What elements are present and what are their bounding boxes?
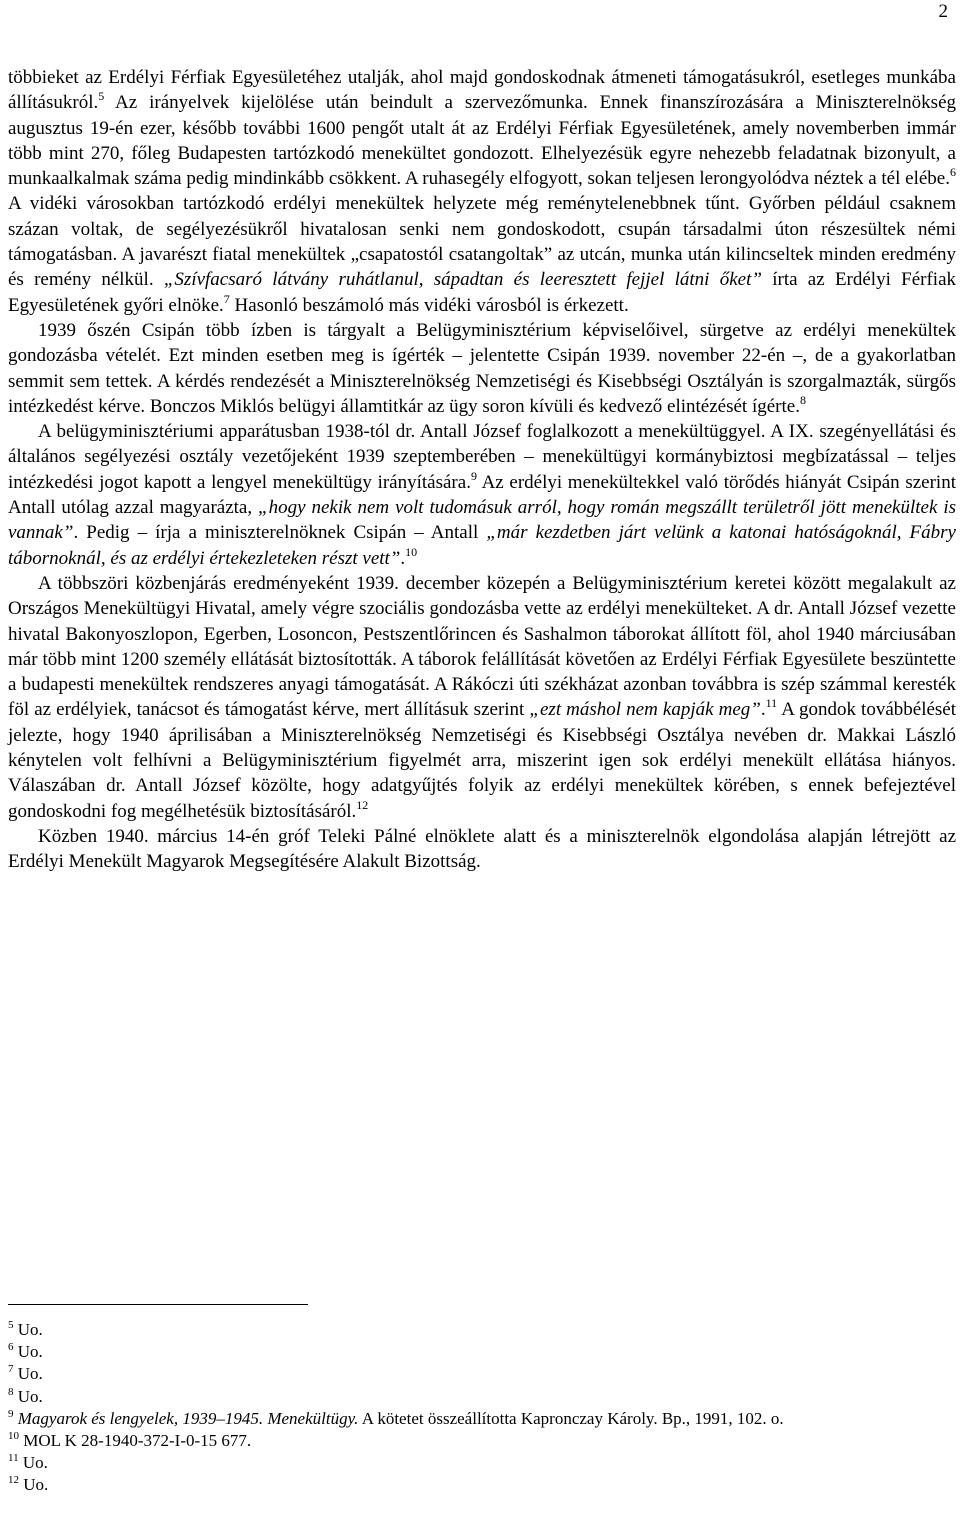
paragraph — [8, 419, 956, 571]
text-run: Uo. — [22, 1453, 48, 1473]
footnote-number: 9 — [8, 1407, 14, 1420]
footnote — [8, 1452, 956, 1474]
text-run: Hasonló beszámoló más vidéki városból is érkezett. — [229, 294, 629, 316]
text-run: A gondok továbbélését jelezte, hogy 1940 áprilisában a Miniszterelnökség Nemzetiségi és Kisebbségi Osztálya nevében dr. Makkai László kénytelen volt felhívni a Belügyminisztérium figyelmét arra, miszerint igen sok erdélyi menekült ellátása hiányos. Válaszában dr. Antall József közölte, hogy adatgyűjtés folyik az erdélyi menekültek körében, s ennek befejeztével gondoskodni fog megélhetésük biztosításáról. — [8, 699, 957, 822]
footnote — [8, 1386, 956, 1408]
footnote-ref: 9 — [470, 468, 477, 483]
paragraph — [8, 318, 956, 419]
text-run: A kötetet összeállította Kapronczay Károly. Bp., 1991, 102. o. — [358, 1408, 784, 1428]
text-run: . — [760, 699, 766, 721]
text-run: Uo. — [17, 1320, 43, 1339]
footnote — [8, 1408, 956, 1430]
italic-text: „ezt máshol nem kapják meg” — [529, 699, 761, 721]
footnote-ref: 7 — [223, 291, 230, 306]
footnote-number: 8 — [8, 1385, 14, 1398]
italic-text: Magyarok és lengyelek, 1939–1945. Menekültügy. — [17, 1408, 359, 1428]
footnote-number: 11 — [8, 1452, 19, 1465]
footnote-number: 7 — [8, 1363, 14, 1376]
document-page — [8, 0, 956, 1534]
text-run: 1939 őszén Csipán több ízben is tárgyalt a Belügyminisztérium képviselőivel, sürgetve az erdélyi menekültek gondozásba vételét. Ezt minden esetben meg is ígérték – jelentette Csipán 1939. november 22-én –, de a gyakorlatban semmit sem tettek. A kérdés rendezését a Miniszterelnökség Nemzetiségi és Kisebbségi Osztályán is szorgalmazták, sürgős intézkedést kérve. Bonczos Miklós belügyi államtitkár az ügy soron kívüli és kedvező elintézését ígérte. — [8, 319, 956, 417]
paragraph — [8, 571, 956, 824]
footnote — [8, 1474, 956, 1496]
text-run: Közben 1940. március 14-én gróf Teleki Pálné elnöklete alatt és a miniszterelnök elgondolása alapján létrejött az Erdélyi Menekült Magyarok Megsegítésére Alakult Bizottság. — [8, 825, 956, 873]
text-run: Az erdélyi menekültekkel való törődés hiányát Csipán szerint Antall utólag azzal magyarázta, — [8, 471, 956, 519]
text-run: Uo. — [17, 1386, 43, 1406]
footnote-ref: 12 — [356, 797, 369, 812]
italic-text: „hogy nekik nem volt tudomásuk arról, hogy román megszállt területről jött menekültek is vannak” — [8, 497, 956, 544]
body-text — [8, 65, 956, 875]
paragraph — [8, 65, 956, 318]
footnote — [8, 1341, 956, 1363]
text-run: . — [400, 547, 406, 569]
footnote-number: 10 — [8, 1430, 19, 1443]
footnote-ref: 5 — [98, 89, 105, 104]
text-run: MOL K 28-1940-372-I-0-15 677. — [23, 1431, 252, 1451]
text-run: Uo. — [23, 1475, 49, 1495]
text-run: írta az Erdélyi Férfiak Egyesületének győri elnöke. — [8, 269, 957, 316]
text-run: A vidéki városokban tartózkodó erdélyi menekültek helyzete még reménytelenebbnek tűnt. Győrben például csaknem százan voltak, de segélyezésükről hivatalosan senki nem gondoskodott, csupán társadalmi úton részesültek némi támogatásban. A javarészt fiatal menekültek „csapatostól csatangoltak” az utcán, munka után kilincseltek minden eredmény és remény nélkül. — [8, 193, 956, 291]
footnote — [8, 1319, 956, 1341]
text-run: A belügyminisztériumi apparátusban 1938-tól dr. Antall József foglalkozott a menekültüggyel. A IX. szegényellátási és általános segélyezési osztály vezetőjeként 1939 szeptemberében – menekültügyi kormánybiztosi megbízatással – teljes intézkedési jogot kapott a lengyel menekültügy irányítására. — [8, 421, 956, 493]
footnote-ref: 11 — [765, 696, 778, 711]
footnote-ref: 6 — [950, 165, 956, 180]
footnote-number: 6 — [8, 1341, 14, 1354]
footnote — [8, 1430, 956, 1452]
footnote-ref: 8 — [799, 392, 806, 407]
footnotes — [8, 1319, 956, 1497]
text-run: Az irányelvek kijelölése után beindult a szervezőmunka. Ennek finanszírozására a Miniszterelnökség augusztus 19-én ezer, később további 1600 pengőt utalt át az Erdélyi Férfiak Egyesületének, amely novemberben immár több mint 270, főleg Budapesten tartózkodó menekültet gondozott. Elhelyezésük egyre nehezebb feladatnak bizonyult, a munkaalkalmak száma pedig mindinkább csökkent. A ruhasegély elfogyott, sokan teljesen lerongyolódva néztek a tél elébe. — [8, 92, 956, 190]
italic-text: „már kezdetben járt velünk a katonai hatóságoknál, Fábry tábornoknál, és az erdélyi értekezleteken részt vett” — [8, 522, 956, 569]
footnote-ref: 10 — [405, 544, 418, 559]
text-run: Uo. — [17, 1364, 43, 1384]
text-run: A többszöri közbenjárás eredményeként 1939. december közepén a Belügyminisztérium keretei között megalakult az Országos Menekültügyi Hivatal, amely végre szociális gondozásba vette az erdélyi menekülteket. A dr. Antall József vezette hivatal Bakonyoszlopon, Egerben, Losoncon, Pestszentlőrincen és Sashalmon táborokat állított föl, ahol 1940 márciusában már több mint 1200 személy ellátását biztosították. A táborok felállítását követően az Erdélyi Férfiak Egyesülete beszüntette a budapesti menekültek rendszeres anyagi támogatását. A Rákóczi úti székházat azonban továbbra is szép számmal keresték föl az erdélyiek, tanácsot és támogatást kérve, mert állításuk szerint — [8, 572, 956, 721]
paragraph — [8, 824, 956, 875]
footnote-number: 12 — [8, 1474, 19, 1487]
footnote-separator — [8, 1304, 308, 1305]
page-number: 2 — [938, 1, 948, 22]
text-run: Uo. — [17, 1342, 43, 1362]
text-run: többieket az Erdélyi Férfiak Egyesületéhez utalják, ahol majd gondoskodnak átmeneti támogatásukról, esetleges munkába állításukról. — [8, 67, 956, 114]
text-run: . Pedig – írja a miniszterelnöknek Csipán – Antall — [73, 522, 487, 544]
footnote-number: 5 — [8, 1319, 14, 1331]
italic-text: „Szívfacsaró látvány ruhátlanul, sápadtan és leeresztett fejjel látni őket” — [163, 269, 762, 291]
footnote — [8, 1363, 956, 1385]
